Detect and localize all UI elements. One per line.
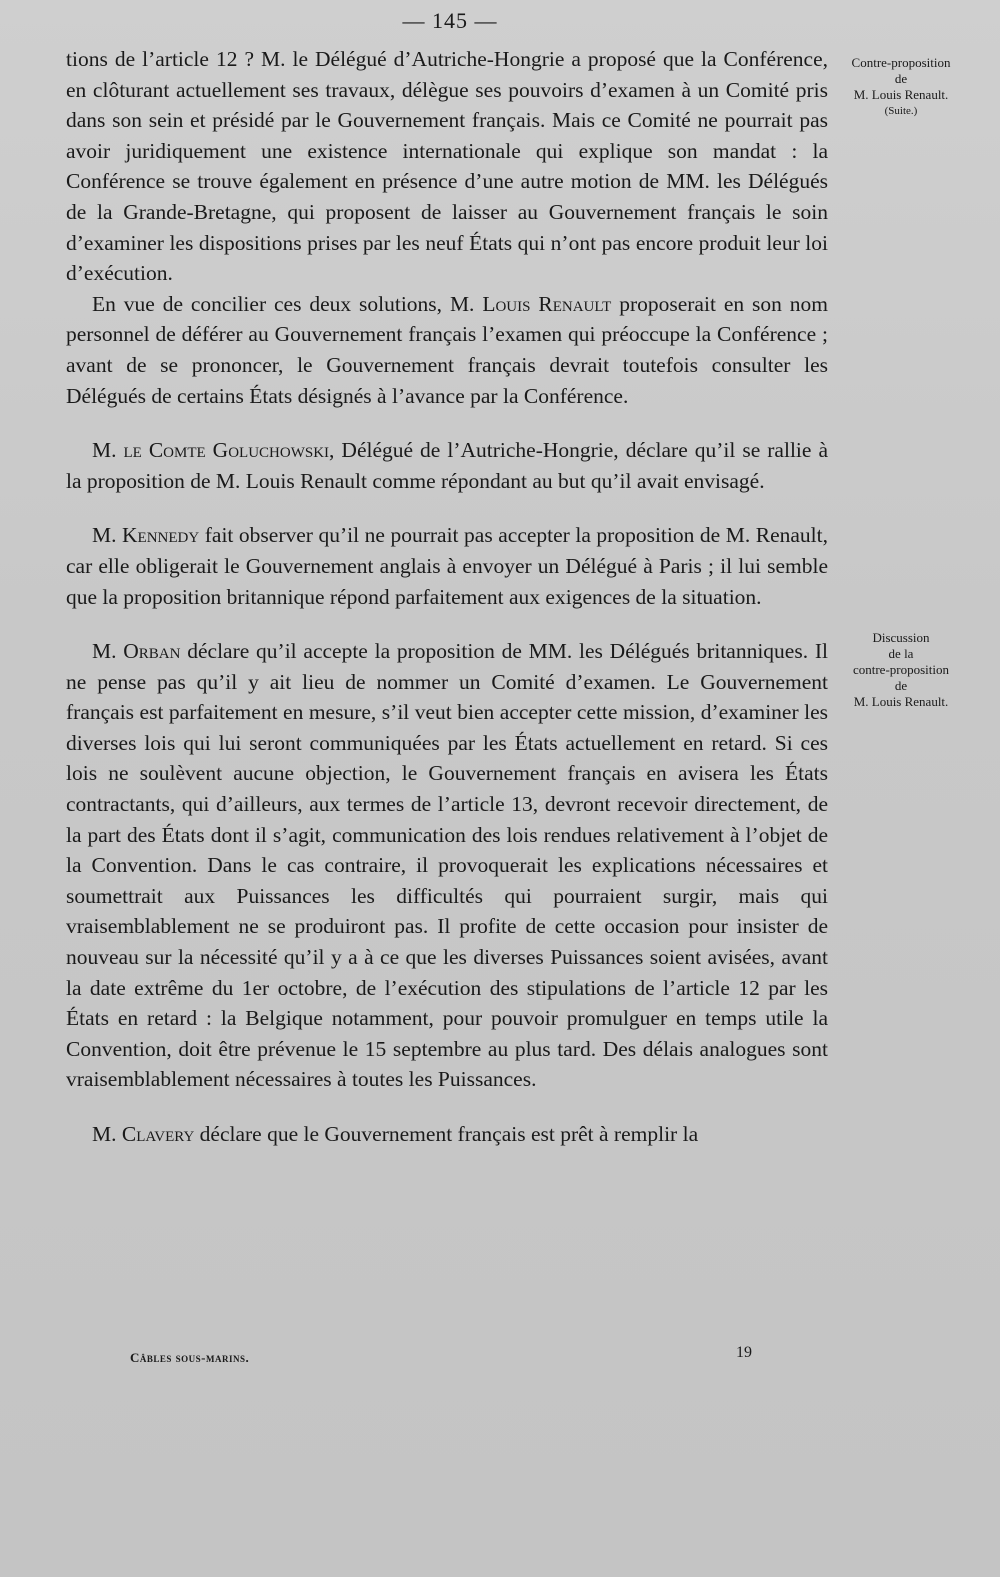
paragraph (66, 1119, 828, 1150)
margin-note-line: de la (888, 646, 914, 661)
margin-note (836, 630, 966, 710)
signature-mark: 19 (736, 1344, 752, 1361)
margin-note-line: Discussion (872, 630, 930, 645)
paragraph-text: M. (92, 523, 123, 548)
paragraph-text: M. (92, 438, 124, 463)
running-footer-title: Câbles sous-marins. (130, 1350, 250, 1365)
paragraph (66, 289, 828, 411)
paragraph (66, 435, 828, 496)
paragraph-text: , Délégué de l’Autriche-Hongrie, déclare qu’il se rallie à la proposition de M. Louis Renault comme répondant au but qu’il avait envisagé. (66, 438, 828, 493)
margin-note-line: M. Louis Renault. (853, 694, 949, 709)
margin-note-line: de (894, 678, 908, 693)
margin-note-line: (Suite.) (884, 105, 918, 117)
paragraph-text: déclare que le Gouvernement français est prêt à remplir la (194, 1122, 699, 1146)
paragraph-text: M. (92, 639, 124, 664)
margin-note-line: Contre-proposition (851, 55, 951, 70)
paragraph-text: déclare qu’il accepte la proposition de MM. les Délégués britanniques. Il ne pense pas qu’il y ait lieu de nommer un Comité d’examen. Le Gouvernement français est parfaitement en mesure, s’il veut bien accepter cette mission, d’examiner les diverses lois qui lui seront communiquées par les États actuellement en retard. Si ces lois ne soulèvent aucune objection, le Gouvernement français en avisera les États contractants, qui d’ailleurs, aux termes de l’article 13, devront recevoir directement, de la part des États dont il s’agit, communication des lois rendues relativement à l’objet de la Convention. Dans le cas contraire, il provoquerait les explications nécessaires et soumettrait aux Puissances les difficultés qui pourraient surgir, mais qui vraisemblablement ne se produiront pas. Il profite de cette occasion pour insister de nouveau sur la nécessité qu’il y a à ce que les diverses Puissances soient avisées, avant la date extrême du 1er octobre, de l’exécution des stipulations de l’article 12 par les États en retard : la Belgique notamment, pour pouvoir promulguer en temps utile la Convention, doit être prévenue le 15 septembre au plus tard. Des délais analogues sont vraisemblablement nécessaires à toutes les Puissances. (66, 639, 828, 1092)
speaker-name: Louis Renault (482, 291, 612, 316)
paragraph (66, 636, 828, 1095)
paragraph-text: M. (92, 1122, 122, 1146)
paragraph-text: tions de l’article 12 ? M. le Délégué d’Autriche-Hongrie a proposé que la Conférence, en clôturant actuellement ses travaux, délègue ses pouvoirs d’examen à un Comité pris dans son sein et présidé par le Gouvernement français. Mais ce Comité ne pourrait pas avoir juridiquement une existence internationale qui explique son mandat : la Conférence se trouve également en présence d’une autre motion de MM. les Délégués de la Grande-Bretagne, qui proposent de laisser au Gouvernement français le soin d’examiner les dispositions prises par les neuf États qui n’ont pas encore produit leur loi d’exécution. (66, 47, 828, 286)
paragraph-text: proposerait en son nom personnel de déférer au Gouvernement français l’examen qui préoccupe la Conférence ; avant de se prononcer, le Gouvernement français devrait toutefois consulter les Délégués de certains États désignés à l’avance par la Conférence. (66, 291, 828, 408)
paragraph (66, 44, 828, 289)
speaker-name: Clavery (121, 1122, 195, 1146)
page-number: — 145 — (402, 8, 498, 33)
speaker-name: Orban (123, 639, 181, 664)
margin-note-line: M. Louis Renault. (853, 87, 949, 102)
speaker-name: Kennedy (122, 523, 200, 548)
speaker-name: le Comte Goluchowski (123, 438, 330, 463)
main-text (66, 44, 828, 1150)
margin-note-line: contre-proposition (852, 662, 950, 677)
margin-note (836, 55, 966, 119)
paragraph-text: fait observer qu’il ne pourrait pas accepter la proposition de M. Renault, car elle obligerait le Gouvernement anglais à envoyer un Délégué à Paris ; il lui semble que la proposition britannique répond parfaitement aux exigences de la situation. (66, 523, 828, 609)
margin-note-line: de (894, 71, 908, 86)
paragraph (66, 520, 828, 612)
paragraph-text: En vue de concilier ces deux solutions, M. (92, 291, 483, 316)
